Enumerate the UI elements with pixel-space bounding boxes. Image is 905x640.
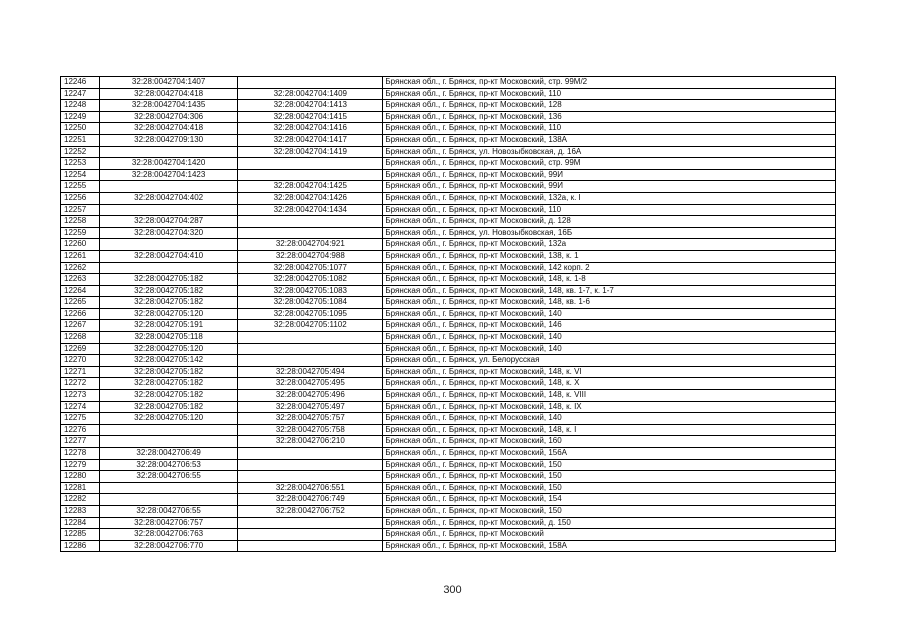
- land-parcel-cadastral-cell: [100, 204, 238, 216]
- row-number-cell: 12283: [61, 505, 100, 517]
- address-cell: Брянская обл., г. Брянск, пр-кт Московский, 148, к. VIII: [383, 390, 836, 402]
- land-parcel-cadastral-cell: 32:28:0042706:757: [100, 517, 238, 529]
- address-cell: Брянская обл., г. Брянск, пр-кт Московский, 140: [383, 308, 836, 320]
- row-number-cell: 12263: [61, 274, 100, 286]
- row-number-cell: 12246: [61, 77, 100, 89]
- row-number-cell: 12254: [61, 169, 100, 181]
- building-cadastral-cell: [238, 332, 383, 344]
- row-number-cell: 12258: [61, 216, 100, 228]
- row-number-cell: 12262: [61, 262, 100, 274]
- address-cell: Брянская обл., г. Брянск, пр-кт Московский, стр. 99М: [383, 158, 836, 170]
- building-cadastral-cell: 32:28:0042704:1417: [238, 134, 383, 146]
- row-number-cell: 12261: [61, 250, 100, 262]
- table-row: [61, 169, 836, 181]
- address-cell: Брянская обл., г. Брянск, пр-кт Московский, 148, к. 1-8: [383, 274, 836, 286]
- row-number-cell: 12277: [61, 436, 100, 448]
- building-cadastral-cell: 32:28:0042704:1419: [238, 146, 383, 158]
- land-parcel-cadastral-cell: 32:28:0042705:182: [100, 274, 238, 286]
- row-number-cell: 12286: [61, 540, 100, 552]
- building-cadastral-cell: 32:28:0042706:210: [238, 436, 383, 448]
- table-row: [61, 123, 836, 135]
- land-parcel-cadastral-cell: 32:28:0042706:53: [100, 459, 238, 471]
- land-parcel-cadastral-cell: [100, 146, 238, 158]
- table-row: [61, 343, 836, 355]
- building-cadastral-cell: 32:28:0042704:1413: [238, 100, 383, 112]
- row-number-cell: 12278: [61, 448, 100, 460]
- land-parcel-cadastral-cell: 32:28:0042706:770: [100, 540, 238, 552]
- row-number-cell: 12267: [61, 320, 100, 332]
- building-cadastral-cell: 32:28:0042704:1434: [238, 204, 383, 216]
- row-number-cell: 12282: [61, 494, 100, 506]
- row-number-cell: 12275: [61, 413, 100, 425]
- address-cell: Брянская обл., г. Брянск, пр-кт Московский, 138А: [383, 134, 836, 146]
- building-cadastral-cell: [238, 227, 383, 239]
- table-row: [61, 390, 836, 402]
- row-number-cell: 12279: [61, 459, 100, 471]
- address-cell: Брянская обл., г. Брянск, пр-кт Московский, 148, к. VI: [383, 366, 836, 378]
- address-cell: Брянская обл., г. Брянск, пр-кт Московский, 140: [383, 413, 836, 425]
- table-row: [61, 100, 836, 112]
- land-parcel-cadastral-cell: 32:28:0042704:320: [100, 227, 238, 239]
- building-cadastral-cell: 32:28:0042706:749: [238, 494, 383, 506]
- table-row: [61, 494, 836, 506]
- address-cell: Брянская обл., г. Брянск, пр-кт Московский, 154: [383, 494, 836, 506]
- table-row: [61, 250, 836, 262]
- land-parcel-cadastral-cell: [100, 494, 238, 506]
- table-row: [61, 285, 836, 297]
- address-cell: Брянская обл., г. Брянск, пр-кт Московский, 138, к. 1: [383, 250, 836, 262]
- table-row: [61, 424, 836, 436]
- building-cadastral-cell: [238, 216, 383, 228]
- address-cell: Брянская обл., г. Брянск, пр-кт Московский, 140: [383, 343, 836, 355]
- building-cadastral-cell: 32:28:0042705:1102: [238, 320, 383, 332]
- table-row: [61, 88, 836, 100]
- table-row: [61, 297, 836, 309]
- table-row: [61, 413, 836, 425]
- building-cadastral-cell: [238, 169, 383, 181]
- land-parcel-cadastral-cell: 32:28:0042706:763: [100, 529, 238, 541]
- building-cadastral-cell: 32:28:0042704:988: [238, 250, 383, 262]
- address-cell: Брянская обл., г. Брянск, пр-кт Московский, 136: [383, 111, 836, 123]
- row-number-cell: 12281: [61, 482, 100, 494]
- address-cell: Брянская обл., г. Брянск, пр-кт Московский, 132а, к. I: [383, 192, 836, 204]
- table-row: [61, 320, 836, 332]
- address-cell: Брянская обл., г. Брянск, пр-кт Московский, 128: [383, 100, 836, 112]
- address-cell: Брянская обл., г. Брянск, пр-кт Московский, 142 корп. 2: [383, 262, 836, 274]
- table-row: [61, 366, 836, 378]
- table-row: [61, 239, 836, 251]
- row-number-cell: 12249: [61, 111, 100, 123]
- building-cadastral-cell: [238, 355, 383, 367]
- land-parcel-cadastral-cell: [100, 181, 238, 193]
- row-number-cell: 12280: [61, 471, 100, 483]
- land-parcel-cadastral-cell: 32:28:0042704:1420: [100, 158, 238, 170]
- table-row: [61, 192, 836, 204]
- row-number-cell: 12250: [61, 123, 100, 135]
- land-parcel-cadastral-cell: 32:28:0042705:120: [100, 308, 238, 320]
- table-row: [61, 308, 836, 320]
- address-cell: Брянская обл., г. Брянск, пр-кт Московский, 150: [383, 482, 836, 494]
- row-number-cell: 12256: [61, 192, 100, 204]
- row-number-cell: 12270: [61, 355, 100, 367]
- row-number-cell: 12252: [61, 146, 100, 158]
- address-cell: Брянская обл., г. Брянск, пр-кт Московский, 132а: [383, 239, 836, 251]
- table-row: [61, 274, 836, 286]
- row-number-cell: 12274: [61, 401, 100, 413]
- row-number-cell: 12269: [61, 343, 100, 355]
- row-number-cell: 12257: [61, 204, 100, 216]
- table-row: [61, 332, 836, 344]
- building-cadastral-cell: 32:28:0042705:1077: [238, 262, 383, 274]
- building-cadastral-cell: 32:28:0042705:497: [238, 401, 383, 413]
- building-cadastral-cell: 32:28:0042705:494: [238, 366, 383, 378]
- row-number-cell: 12253: [61, 158, 100, 170]
- building-cadastral-cell: 32:28:0042704:1416: [238, 123, 383, 135]
- address-cell: Брянская обл., г. Брянск, пр-кт Московский, 148, кв. 1-7, к. 1-7: [383, 285, 836, 297]
- table-row: [61, 482, 836, 494]
- row-number-cell: 12271: [61, 366, 100, 378]
- land-parcel-cadastral-cell: 32:28:0042705:182: [100, 390, 238, 402]
- row-number-cell: 12276: [61, 424, 100, 436]
- land-parcel-cadastral-cell: 32:28:0042709:130: [100, 134, 238, 146]
- land-parcel-cadastral-cell: 32:28:0042705:191: [100, 320, 238, 332]
- table-row: [61, 471, 836, 483]
- land-parcel-cadastral-cell: 32:28:0042705:182: [100, 378, 238, 390]
- land-parcel-cadastral-cell: [100, 424, 238, 436]
- land-parcel-cadastral-cell: [100, 436, 238, 448]
- table-row: [61, 505, 836, 517]
- building-cadastral-cell: 32:28:0042704:1409: [238, 88, 383, 100]
- land-parcel-cadastral-cell: 32:28:0042704:410: [100, 250, 238, 262]
- table-row: [61, 227, 836, 239]
- row-number-cell: 12268: [61, 332, 100, 344]
- building-cadastral-cell: 32:28:0042704:921: [238, 239, 383, 251]
- table-row: [61, 77, 836, 89]
- building-cadastral-cell: [238, 158, 383, 170]
- land-parcel-cadastral-cell: 32:28:0042704:306: [100, 111, 238, 123]
- building-cadastral-cell: [238, 471, 383, 483]
- land-parcel-cadastral-cell: 32:28:0042704:287: [100, 216, 238, 228]
- land-parcel-cadastral-cell: 32:28:0042706:49: [100, 448, 238, 460]
- building-cadastral-cell: 32:28:0042705:495: [238, 378, 383, 390]
- address-cell: Брянская обл., г. Брянск, пр-кт Московский, 158А: [383, 540, 836, 552]
- row-number-cell: 12273: [61, 390, 100, 402]
- row-number-cell: 12251: [61, 134, 100, 146]
- table-row: [61, 181, 836, 193]
- land-parcel-cadastral-cell: 32:28:0042706:55: [100, 471, 238, 483]
- address-cell: Брянская обл., г. Брянск, пр-кт Московский, 150: [383, 471, 836, 483]
- table-row: [61, 355, 836, 367]
- address-cell: Брянская обл., г. Брянск, пр-кт Московский, 99И: [383, 181, 836, 193]
- building-cadastral-cell: 32:28:0042704:1415: [238, 111, 383, 123]
- land-parcel-cadastral-cell: 32:28:0042704:418: [100, 123, 238, 135]
- address-cell: Брянская обл., г. Брянск, пр-кт Московский: [383, 529, 836, 541]
- table-row: [61, 401, 836, 413]
- page-number: 300: [443, 584, 462, 596]
- row-number-cell: 12247: [61, 88, 100, 100]
- land-parcel-cadastral-cell: 32:28:0042705:118: [100, 332, 238, 344]
- table-row: [61, 378, 836, 390]
- land-parcel-cadastral-cell: [100, 239, 238, 251]
- address-cell: Брянская обл., г. Брянск, пр-кт Московский, стр. 99М/2: [383, 77, 836, 89]
- table-row: [61, 134, 836, 146]
- table-row: [61, 459, 836, 471]
- land-parcel-cadastral-cell: 32:28:0042705:182: [100, 366, 238, 378]
- address-cell: Брянская обл., г. Брянск, ул. Белорусская: [383, 355, 836, 367]
- land-parcel-cadastral-cell: 32:28:0042704:1423: [100, 169, 238, 181]
- building-cadastral-cell: 32:28:0042706:752: [238, 505, 383, 517]
- building-cadastral-cell: 32:28:0042705:1083: [238, 285, 383, 297]
- address-cell: Брянская обл., г. Брянск, пр-кт Московский, 146: [383, 320, 836, 332]
- row-number-cell: 12265: [61, 297, 100, 309]
- table-row: [61, 517, 836, 529]
- building-cadastral-cell: 32:28:0042706:551: [238, 482, 383, 494]
- table-row: [61, 204, 836, 216]
- address-cell: Брянская обл., г. Брянск, пр-кт Московский, 160: [383, 436, 836, 448]
- building-cadastral-cell: [238, 540, 383, 552]
- land-parcel-cadastral-cell: 32:28:0042705:120: [100, 413, 238, 425]
- building-cadastral-cell: 32:28:0042704:1426: [238, 192, 383, 204]
- row-number-cell: 12264: [61, 285, 100, 297]
- land-parcel-cadastral-cell: [100, 482, 238, 494]
- land-parcel-cadastral-cell: 32:28:0042705:182: [100, 285, 238, 297]
- building-cadastral-cell: 32:28:0042705:1095: [238, 308, 383, 320]
- cadastral-table: [60, 76, 836, 552]
- land-parcel-cadastral-cell: 32:28:0042705:182: [100, 297, 238, 309]
- building-cadastral-cell: 32:28:0042705:496: [238, 390, 383, 402]
- address-cell: Брянская обл., г. Брянск, пр-кт Московский, 156А: [383, 448, 836, 460]
- land-parcel-cadastral-cell: 32:28:0042704:1407: [100, 77, 238, 89]
- table-row: [61, 529, 836, 541]
- row-number-cell: 12284: [61, 517, 100, 529]
- land-parcel-cadastral-cell: 32:28:0042704:418: [100, 88, 238, 100]
- row-number-cell: 12260: [61, 239, 100, 251]
- address-cell: Брянская обл., г. Брянск, пр-кт Московский, 140: [383, 332, 836, 344]
- building-cadastral-cell: [238, 459, 383, 471]
- land-parcel-cadastral-cell: 32:28:0042704:402: [100, 192, 238, 204]
- address-cell: Брянская обл., г. Брянск, пр-кт Московский, 148, к. X: [383, 378, 836, 390]
- address-cell: Брянская обл., г. Брянск, ул. Новозыбковская, 16Б: [383, 227, 836, 239]
- building-cadastral-cell: [238, 343, 383, 355]
- building-cadastral-cell: 32:28:0042704:1425: [238, 181, 383, 193]
- table-row: [61, 216, 836, 228]
- building-cadastral-cell: 32:28:0042705:1084: [238, 297, 383, 309]
- land-parcel-cadastral-cell: 32:28:0042705:182: [100, 401, 238, 413]
- building-cadastral-cell: 32:28:0042705:1082: [238, 274, 383, 286]
- land-parcel-cadastral-cell: 32:28:0042704:1435: [100, 100, 238, 112]
- address-cell: Брянская обл., г. Брянск, ул. Новозыбковская, д. 16А: [383, 146, 836, 158]
- row-number-cell: 12248: [61, 100, 100, 112]
- table-row: [61, 158, 836, 170]
- building-cadastral-cell: 32:28:0042705:757: [238, 413, 383, 425]
- land-parcel-cadastral-cell: 32:28:0042705:142: [100, 355, 238, 367]
- row-number-cell: 12259: [61, 227, 100, 239]
- address-cell: Брянская обл., г. Брянск, пр-кт Московский, 148, к. IX: [383, 401, 836, 413]
- address-cell: Брянская обл., г. Брянск, пр-кт Московский, 99И: [383, 169, 836, 181]
- land-parcel-cadastral-cell: 32:28:0042706:55: [100, 505, 238, 517]
- address-cell: Брянская обл., г. Брянск, пр-кт Московский, 110: [383, 123, 836, 135]
- row-number-cell: 12272: [61, 378, 100, 390]
- address-cell: Брянская обл., г. Брянск, пр-кт Московский, 148, кв. 1-6: [383, 297, 836, 309]
- table-row: [61, 146, 836, 158]
- building-cadastral-cell: [238, 529, 383, 541]
- table-row: [61, 111, 836, 123]
- address-cell: Брянская обл., г. Брянск, пр-кт Московский, д. 128: [383, 216, 836, 228]
- table-row: [61, 448, 836, 460]
- table-row: [61, 436, 836, 448]
- address-cell: Брянская обл., г. Брянск, пр-кт Московский, д. 150: [383, 517, 836, 529]
- address-cell: Брянская обл., г. Брянск, пр-кт Московский, 148, к. I: [383, 424, 836, 436]
- building-cadastral-cell: 32:28:0042705:758: [238, 424, 383, 436]
- address-cell: Брянская обл., г. Брянск, пр-кт Московский, 150: [383, 459, 836, 471]
- table-row: [61, 540, 836, 552]
- building-cadastral-cell: [238, 448, 383, 460]
- address-cell: Брянская обл., г. Брянск, пр-кт Московский, 150: [383, 505, 836, 517]
- cadastral-table-container: [60, 76, 836, 552]
- table-row: [61, 262, 836, 274]
- building-cadastral-cell: [238, 77, 383, 89]
- row-number-cell: 12266: [61, 308, 100, 320]
- land-parcel-cadastral-cell: [100, 262, 238, 274]
- address-cell: Брянская обл., г. Брянск, пр-кт Московский, 110: [383, 88, 836, 100]
- land-parcel-cadastral-cell: 32:28:0042705:120: [100, 343, 238, 355]
- building-cadastral-cell: [238, 517, 383, 529]
- row-number-cell: 12255: [61, 181, 100, 193]
- table-body: [61, 77, 836, 552]
- address-cell: Брянская обл., г. Брянск, пр-кт Московский, 110: [383, 204, 836, 216]
- row-number-cell: 12285: [61, 529, 100, 541]
